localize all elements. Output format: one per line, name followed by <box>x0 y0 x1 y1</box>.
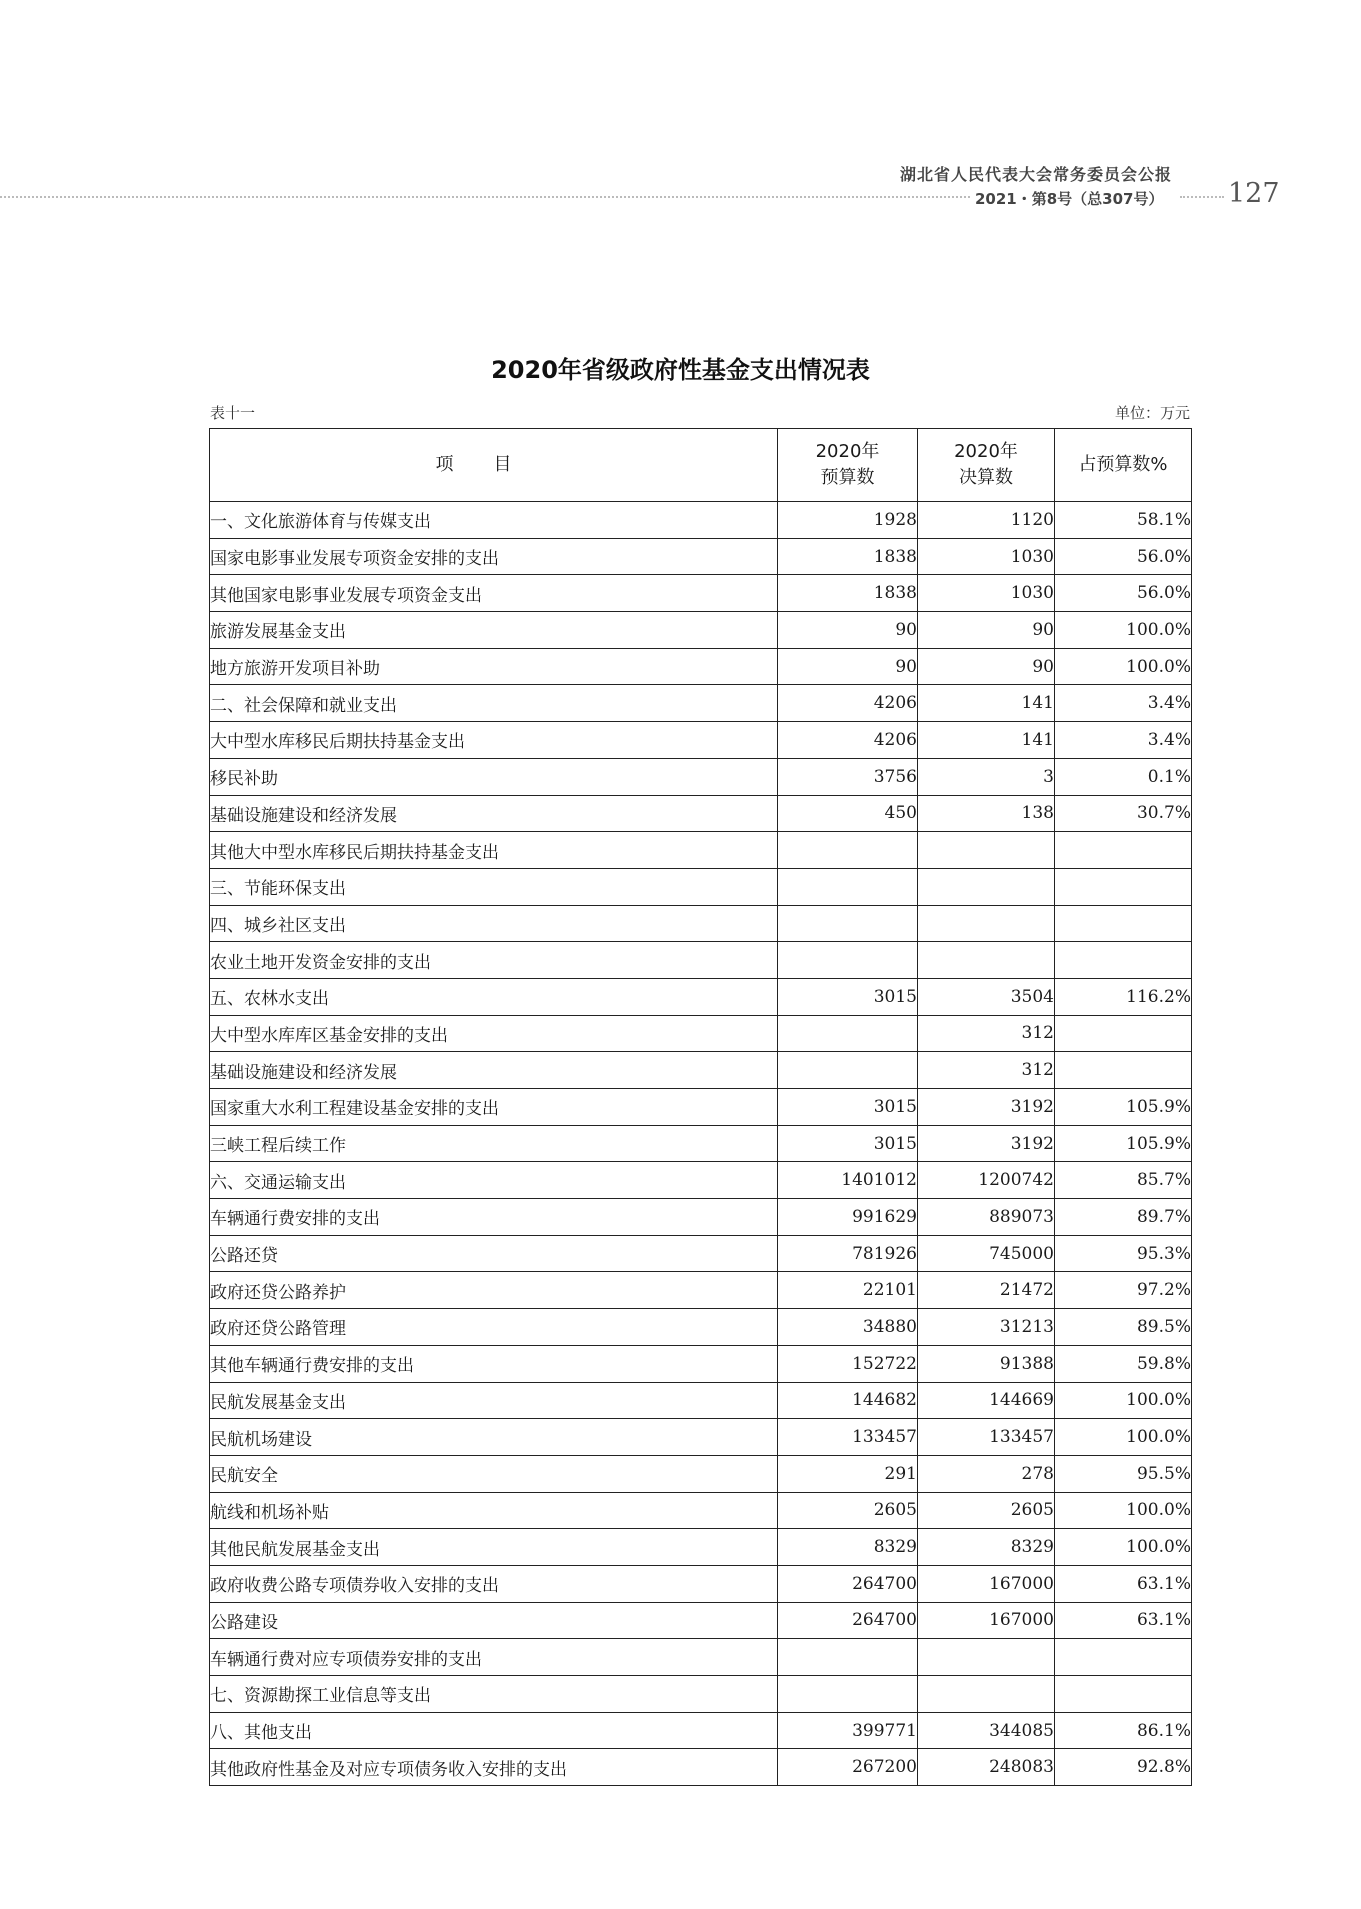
header-dotted-rule-left <box>0 196 970 198</box>
cell-final <box>918 1676 1055 1713</box>
cell-budget <box>778 1052 918 1089</box>
cell-final: 144669 <box>918 1382 1055 1419</box>
cell-pct: 30.7% <box>1055 795 1192 832</box>
cell-final: 745000 <box>918 1235 1055 1272</box>
table-row <box>210 575 1192 612</box>
cell-item: 其他大中型水库移民后期扶持基金支出 <box>210 832 778 869</box>
cell-budget: 291 <box>778 1455 918 1492</box>
cell-item: 三、节能环保支出 <box>210 868 778 905</box>
table-row <box>210 1676 1192 1713</box>
cell-item: 基础设施建设和经济发展 <box>210 795 778 832</box>
cell-final: 21472 <box>918 1272 1055 1309</box>
cell-budget: 3015 <box>778 1125 918 1162</box>
cell-pct: 89.5% <box>1055 1309 1192 1346</box>
cell-pct: 63.1% <box>1055 1565 1192 1602</box>
table-row <box>210 1345 1192 1382</box>
cell-pct: 95.5% <box>1055 1455 1192 1492</box>
cell-budget: 1401012 <box>778 1162 918 1199</box>
cell-budget: 1928 <box>778 502 918 539</box>
table-row <box>210 905 1192 942</box>
cell-final: 3192 <box>918 1089 1055 1126</box>
table-row <box>210 1015 1192 1052</box>
cell-item: 国家重大水利工程建设基金安排的支出 <box>210 1089 778 1126</box>
cell-final: 3 <box>918 758 1055 795</box>
cell-final: 138 <box>918 795 1055 832</box>
cell-budget: 4206 <box>778 685 918 722</box>
table-row <box>210 1455 1192 1492</box>
cell-budget <box>778 1639 918 1676</box>
cell-item: 旅游发展基金支出 <box>210 612 778 649</box>
table-row <box>210 1089 1192 1126</box>
table-body <box>210 502 1192 1786</box>
cell-budget: 2605 <box>778 1492 918 1529</box>
header-pct: 占预算数% <box>1055 429 1192 502</box>
table-row <box>210 685 1192 722</box>
cell-item: 车辆通行费对应专项债券安排的支出 <box>210 1639 778 1676</box>
cell-final <box>918 1639 1055 1676</box>
cell-item: 民航安全 <box>210 1455 778 1492</box>
cell-final: 91388 <box>918 1345 1055 1382</box>
table-row <box>210 538 1192 575</box>
cell-final <box>918 942 1055 979</box>
cell-budget: 450 <box>778 795 918 832</box>
cell-pct <box>1055 942 1192 979</box>
cell-pct: 63.1% <box>1055 1602 1192 1639</box>
cell-final <box>918 868 1055 905</box>
cell-pct: 100.0% <box>1055 648 1192 685</box>
cell-budget <box>778 942 918 979</box>
header-budget <box>778 429 918 502</box>
cell-pct: 59.8% <box>1055 1345 1192 1382</box>
cell-final: 90 <box>918 612 1055 649</box>
cell-pct: 97.2% <box>1055 1272 1192 1309</box>
cell-final: 90 <box>918 648 1055 685</box>
expenditure-table <box>209 428 1192 1786</box>
cell-pct: 116.2% <box>1055 978 1192 1015</box>
cell-item: 国家电影事业发展专项资金安排的支出 <box>210 538 778 575</box>
cell-budget: 34880 <box>778 1309 918 1346</box>
cell-final <box>918 905 1055 942</box>
table-row <box>210 1712 1192 1749</box>
header-budget-year: 2020年 <box>815 441 880 462</box>
table-row <box>210 795 1192 832</box>
cell-pct: 100.0% <box>1055 612 1192 649</box>
cell-final: 278 <box>918 1455 1055 1492</box>
cell-final: 889073 <box>918 1199 1055 1236</box>
cell-budget: 991629 <box>778 1199 918 1236</box>
cell-budget: 3015 <box>778 1089 918 1126</box>
table-row <box>210 1272 1192 1309</box>
cell-budget: 1838 <box>778 538 918 575</box>
header-final-label: 决算数 <box>959 467 1013 488</box>
cell-pct: 100.0% <box>1055 1529 1192 1566</box>
table-row <box>210 1382 1192 1419</box>
page-number: 127 <box>1228 178 1280 209</box>
cell-budget <box>778 868 918 905</box>
cell-final: 312 <box>918 1015 1055 1052</box>
cell-final: 1120 <box>918 502 1055 539</box>
cell-final: 1030 <box>918 538 1055 575</box>
cell-item: 移民补助 <box>210 758 778 795</box>
cell-item: 公路建设 <box>210 1602 778 1639</box>
cell-pct: 0.1% <box>1055 758 1192 795</box>
cell-pct: 89.7% <box>1055 1199 1192 1236</box>
cell-item: 地方旅游开发项目补助 <box>210 648 778 685</box>
table-row <box>210 868 1192 905</box>
unit-label: 单位：万元 <box>1114 404 1190 422</box>
cell-final: 248083 <box>918 1749 1055 1786</box>
cell-final: 312 <box>918 1052 1055 1089</box>
cell-pct: 85.7% <box>1055 1162 1192 1199</box>
table-header-row <box>210 429 1192 502</box>
cell-pct <box>1055 1015 1192 1052</box>
table-row <box>210 612 1192 649</box>
cell-budget: 264700 <box>778 1602 918 1639</box>
table-row <box>210 832 1192 869</box>
cell-final: 2605 <box>918 1492 1055 1529</box>
table-row <box>210 1199 1192 1236</box>
cell-budget: 264700 <box>778 1565 918 1602</box>
cell-budget: 1838 <box>778 575 918 612</box>
cell-final: 31213 <box>918 1309 1055 1346</box>
table-row <box>210 942 1192 979</box>
cell-item: 公路还贷 <box>210 1235 778 1272</box>
cell-item: 民航发展基金支出 <box>210 1382 778 1419</box>
table-row <box>210 502 1192 539</box>
table-row <box>210 1492 1192 1529</box>
cell-pct <box>1055 1676 1192 1713</box>
cell-final: 1200742 <box>918 1162 1055 1199</box>
cell-item: 民航机场建设 <box>210 1419 778 1456</box>
cell-budget <box>778 1015 918 1052</box>
table-row <box>210 758 1192 795</box>
cell-item: 四、城乡社区支出 <box>210 905 778 942</box>
cell-item: 其他车辆通行费安排的支出 <box>210 1345 778 1382</box>
cell-budget: 3015 <box>778 978 918 1015</box>
cell-item: 基础设施建设和经济发展 <box>210 1052 778 1089</box>
cell-pct <box>1055 832 1192 869</box>
cell-final: 3504 <box>918 978 1055 1015</box>
cell-budget: 90 <box>778 648 918 685</box>
header-item: 项目 <box>210 429 778 502</box>
cell-item: 六、交通运输支出 <box>210 1162 778 1199</box>
table-label: 表十一 <box>210 404 256 422</box>
cell-budget: 133457 <box>778 1419 918 1456</box>
cell-item: 其他民航发展基金支出 <box>210 1529 778 1566</box>
cell-item: 三峡工程后续工作 <box>210 1125 778 1162</box>
cell-item: 政府收费公路专项债券收入安排的支出 <box>210 1565 778 1602</box>
cell-pct: 56.0% <box>1055 575 1192 612</box>
cell-pct: 100.0% <box>1055 1382 1192 1419</box>
table-row <box>210 1565 1192 1602</box>
cell-final: 1030 <box>918 575 1055 612</box>
cell-item: 大中型水库移民后期扶持基金支出 <box>210 722 778 759</box>
cell-budget: 4206 <box>778 722 918 759</box>
table-row <box>210 1602 1192 1639</box>
cell-budget: 90 <box>778 612 918 649</box>
cell-pct: 100.0% <box>1055 1492 1192 1529</box>
cell-budget: 267200 <box>778 1749 918 1786</box>
cell-final: 141 <box>918 722 1055 759</box>
cell-pct: 92.8% <box>1055 1749 1192 1786</box>
cell-item: 车辆通行费安排的支出 <box>210 1199 778 1236</box>
header-budget-label: 预算数 <box>820 467 875 488</box>
cell-budget: 22101 <box>778 1272 918 1309</box>
cell-item: 七、资源勘探工业信息等支出 <box>210 1676 778 1713</box>
cell-pct <box>1055 905 1192 942</box>
cell-final <box>918 832 1055 869</box>
table-row <box>210 978 1192 1015</box>
header-final-year: 2020年 <box>954 441 1018 462</box>
header-final <box>918 429 1055 502</box>
cell-budget: 144682 <box>778 1382 918 1419</box>
cell-budget <box>778 1676 918 1713</box>
cell-final: 3192 <box>918 1125 1055 1162</box>
table-row <box>210 648 1192 685</box>
cell-final: 141 <box>918 685 1055 722</box>
cell-budget: 3756 <box>778 758 918 795</box>
cell-item: 农业土地开发资金安排的支出 <box>210 942 778 979</box>
issue-number: 2021・第8号（总307号） <box>975 190 1164 208</box>
cell-final: 167000 <box>918 1565 1055 1602</box>
table-row <box>210 1052 1192 1089</box>
page-title: 2020年省级政府性基金支出情况表 <box>491 356 870 384</box>
cell-item: 一、文化旅游体育与传媒支出 <box>210 502 778 539</box>
cell-item: 其他国家电影事业发展专项资金支出 <box>210 575 778 612</box>
cell-pct: 95.3% <box>1055 1235 1192 1272</box>
cell-pct: 86.1% <box>1055 1712 1192 1749</box>
cell-final: 167000 <box>918 1602 1055 1639</box>
cell-pct: 105.9% <box>1055 1089 1192 1126</box>
cell-item: 二、社会保障和就业支出 <box>210 685 778 722</box>
cell-budget: 8329 <box>778 1529 918 1566</box>
cell-item: 政府还贷公路养护 <box>210 1272 778 1309</box>
cell-budget: 399771 <box>778 1712 918 1749</box>
table-row <box>210 1309 1192 1346</box>
table-row <box>210 722 1192 759</box>
cell-pct <box>1055 1639 1192 1676</box>
cell-pct: 105.9% <box>1055 1125 1192 1162</box>
cell-pct: 3.4% <box>1055 722 1192 759</box>
cell-budget: 152722 <box>778 1345 918 1382</box>
table-row <box>210 1162 1192 1199</box>
cell-item: 其他政府性基金及对应专项债务收入安排的支出 <box>210 1749 778 1786</box>
cell-pct: 58.1% <box>1055 502 1192 539</box>
cell-final: 8329 <box>918 1529 1055 1566</box>
cell-item: 航线和机场补贴 <box>210 1492 778 1529</box>
table-row <box>210 1749 1192 1786</box>
cell-final: 344085 <box>918 1712 1055 1749</box>
table-row <box>210 1639 1192 1676</box>
cell-item: 五、农林水支出 <box>210 978 778 1015</box>
cell-final: 133457 <box>918 1419 1055 1456</box>
table-row <box>210 1235 1192 1272</box>
cell-pct <box>1055 1052 1192 1089</box>
cell-item: 八、其他支出 <box>210 1712 778 1749</box>
journal-title: 湖北省人民代表大会常务委员会公报 <box>900 165 1173 184</box>
cell-pct: 56.0% <box>1055 538 1192 575</box>
cell-budget: 781926 <box>778 1235 918 1272</box>
table-row <box>210 1125 1192 1162</box>
table-row <box>210 1529 1192 1566</box>
cell-pct: 3.4% <box>1055 685 1192 722</box>
cell-item: 大中型水库库区基金安排的支出 <box>210 1015 778 1052</box>
cell-budget <box>778 905 918 942</box>
cell-pct <box>1055 868 1192 905</box>
table-row <box>210 1419 1192 1456</box>
cell-pct: 100.0% <box>1055 1419 1192 1456</box>
cell-item: 政府还贷公路管理 <box>210 1309 778 1346</box>
cell-budget <box>778 832 918 869</box>
